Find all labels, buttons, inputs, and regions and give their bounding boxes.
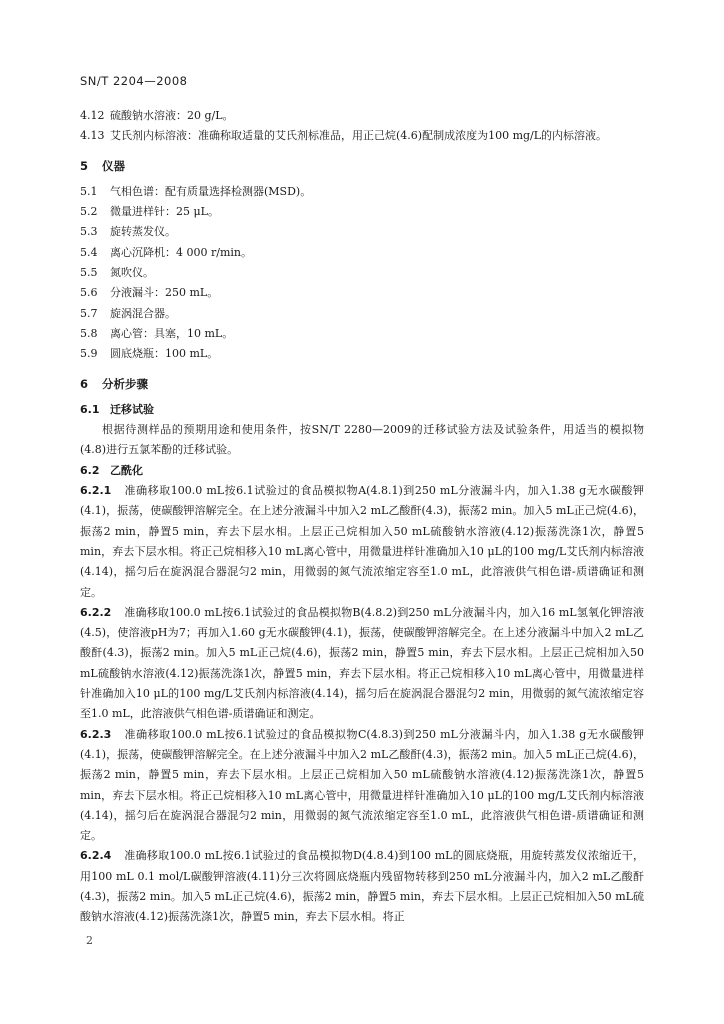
clause-text: 离心管：具塞，10 mL。 xyxy=(110,326,234,340)
clause-number: 6.2.2 xyxy=(80,605,112,619)
clause-5-9 xyxy=(80,344,644,364)
clause-number: 4.13 xyxy=(80,129,105,143)
clause-text: 离心沉降机：4 000 r/min。 xyxy=(110,245,252,259)
clause-text: 硫酸钠水溶液：20 g/L。 xyxy=(110,109,234,122)
clause-4-12 xyxy=(80,106,644,126)
clause-title: 乙酰化 xyxy=(110,463,143,477)
section-title: 仪器 xyxy=(102,158,125,173)
clause-6-2-1 xyxy=(80,481,644,603)
page-number: 2 xyxy=(86,934,93,947)
clause-text: 分液漏斗：250 mL。 xyxy=(110,286,219,300)
section-number: 6 xyxy=(80,376,89,391)
clause-number: 6.2.4 xyxy=(80,849,112,863)
section-6-heading xyxy=(80,374,644,394)
clause-number: 5.1 xyxy=(80,184,98,198)
clause-text: 准确移取100.0 mL按6.1试验过的食品模拟物B(4.8.2)到250 mL分液漏斗内，加入16 mL氢氧化钾溶液(4.5)，使溶液pH为7；再加入1.60 g无水碳酸钾(4.1)，振荡，使碳酸钾溶解完全。在上述分液漏斗中加入2 mL乙酸酐(4.3)，振荡2 min。加入5 mL正己烷(4.6)，振荡2 min，静置5 min，弃去下层水相。上层正己烷相加入50 mL硫酸钠水溶液(4.12)振荡洗涤1次，静置5 min，弃去下层水相。将正己烷相移入10 mL离心管中，用微量进样针准确加入10 μL的100 mg/L艾氏剂内标溶液(4.14)，摇匀后在旋涡混合器混匀2 min，用微弱的氮气流浓缩定容至1.0 mL，此溶液供气相色谱-质谱确证和测定。 xyxy=(80,605,644,721)
clause-5-1 xyxy=(80,182,644,202)
clause-text: 圆底烧瓶：100 mL。 xyxy=(110,347,219,361)
standard-number: SN/T 2204—2008 xyxy=(80,74,188,88)
document-body xyxy=(80,106,644,928)
clause-number: 5.5 xyxy=(80,266,98,280)
clause-number: 5.9 xyxy=(80,347,98,361)
clause-text: 艾氏剂内标溶液：准确称取适量的艾氏剂标准品，用正己烷(4.6)配制成浓度为100 mg/L的内标溶液。 xyxy=(110,129,608,143)
clause-6-2-heading xyxy=(80,461,644,481)
section-number: 5 xyxy=(80,158,89,173)
clause-number: 5.7 xyxy=(80,306,98,320)
clause-6-2-2 xyxy=(80,603,644,725)
clause-title: 迁移试验 xyxy=(110,402,154,416)
clause-6-2-3 xyxy=(80,725,644,847)
clause-number: 6.1 xyxy=(80,402,100,416)
clause-number: 5.4 xyxy=(80,245,98,259)
clause-text: 准确移取100.0 mL按6.1试验过的食品模拟物D(4.8.4)到100 mL的圆底烧瓶，用旋转蒸发仪浓缩近干，用100 mL 0.1 mol/L碳酸钾溶液(4.11)分三次将圆底烧瓶内残留物转移到250 mL分液漏斗内，加入2 mL乙酸酐(4.3)，振荡2 min。加入5 mL正己烷(4.6)，振荡2 min，静置5 min，弃去下层水相。上层正己烷相加入50 mL硫酸钠水溶液(4.12)振荡洗涤1次，静置5 min，弃去下层水相。将正 xyxy=(80,849,644,924)
clause-5-5 xyxy=(80,263,644,283)
clause-text: 准确移取100.0 mL按6.1试验过的食品模拟物A(4.8.1)到250 mL分液漏斗内，加入1.38 g无水碳酸钾(4.1)，振荡，使碳酸钾溶解完全。在上述分液漏斗中加入2 mL乙酸酐(4.3)，振荡2 min。加入5 mL正己烷(4.6)，振荡2 min，静置5 min，弃去下层水相。上层正己烷相加入50 mL硫酸钠水溶液(4.12)振荡洗涤1次，静置5 min，弃去下层水相。将正己烷相移入10 mL离心管中，用微量进样针准确加入10 μL的100 mg/L艾氏剂内标溶液(4.14)，摇匀后在旋涡混合器混匀2 min，用微弱的氮气流浓缩定容至1.0 mL，此溶液供气相色谱-质谱确证和测定。 xyxy=(80,484,644,599)
clause-number: 5.2 xyxy=(80,205,98,219)
clause-number: 6.2.1 xyxy=(80,484,112,498)
clause-number: 5.3 xyxy=(80,225,98,239)
clause-text: 气相色谱：配有质量选择检测器(MSD)。 xyxy=(110,184,312,198)
clause-5-3 xyxy=(80,222,644,242)
clause-number: 4.12 xyxy=(80,109,105,122)
clause-number: 6.2 xyxy=(80,463,100,477)
clause-text: 旋转蒸发仪。 xyxy=(110,225,176,239)
clause-5-6 xyxy=(80,283,644,303)
clause-number: 5.6 xyxy=(80,286,98,300)
clause-6-1-heading xyxy=(80,400,644,420)
clause-5-2 xyxy=(80,202,644,222)
clause-text: 旋涡混合器。 xyxy=(110,306,176,320)
clause-6-1-text: 根据待测样品的预期用途和使用条件，按SN/T 2280—2009的迁移试验方法及试验条件，用适当的模拟物(4.8)进行五氯苯酚的迁移试验。 xyxy=(80,423,644,457)
section-5-heading xyxy=(80,156,644,176)
clause-text: 氮吹仪。 xyxy=(110,266,154,280)
clause-6-2-4 xyxy=(80,846,644,927)
clause-text: 微量进样针：25 μL。 xyxy=(110,205,219,219)
clause-text: 准确移取100.0 mL按6.1试验过的食品模拟物C(4.8.3)到250 mL分液漏斗内，加入1.38 g无水碳酸钾(4.1)，振荡，使碳酸钾溶解完全。在上述分液漏斗中加入2 mL乙酸酐(4.3)，振荡2 min。加入5 mL正己烷(4.6)，振荡2 min，静置5 min，弃去下层水相。上层正己烷相加入50 mL硫酸钠水溶液(4.12)振荡洗涤1次，静置5 min，弃去下层水相。将正己烷相移入10 mL离心管中，用微量进样针准确加入10 μL的100 mg/L艾氏剂内标溶液(4.14)，摇匀后在旋涡混合器混匀2 min，用微弱的氮气流浓缩定容至1.0 mL，此溶液供气相色谱-质谱确证和测定。 xyxy=(80,727,644,843)
clause-5-8 xyxy=(80,324,644,344)
clause-5-7 xyxy=(80,304,644,324)
clause-5-4 xyxy=(80,243,644,263)
clause-number: 6.2.3 xyxy=(80,727,112,741)
section-title: 分析步骤 xyxy=(102,376,148,391)
clause-number: 5.8 xyxy=(80,326,98,340)
clause-4-13 xyxy=(80,126,644,146)
